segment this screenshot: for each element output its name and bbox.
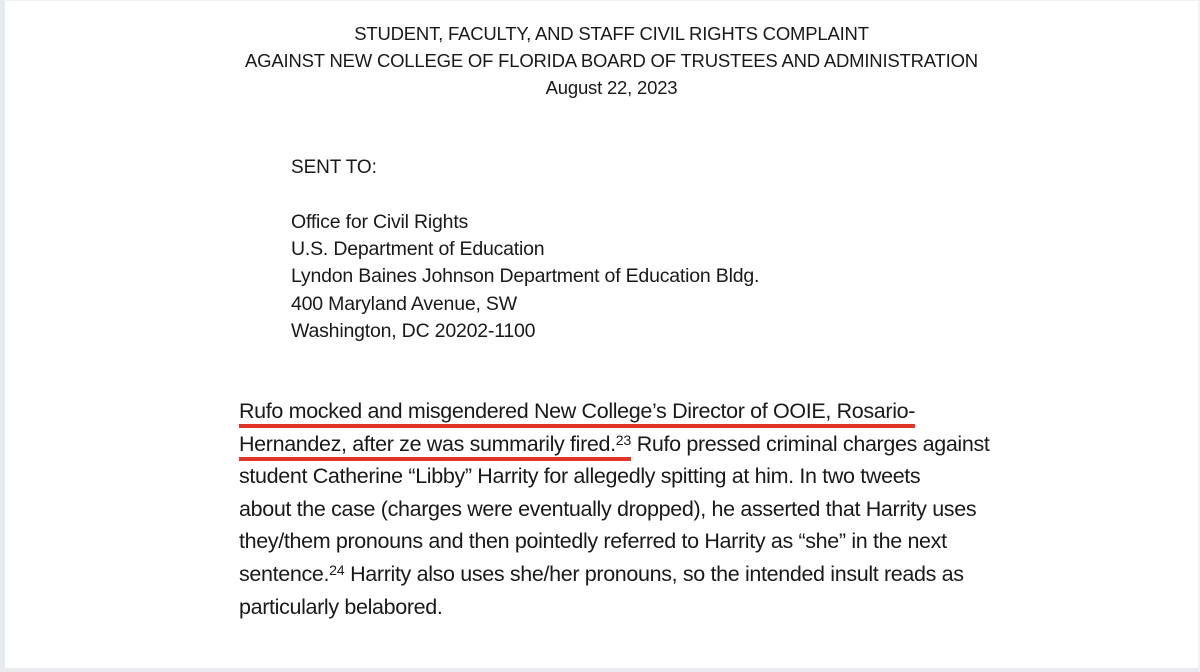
document-header [15, 20, 1200, 101]
document-title-line-2: AGAINST NEW COLLEGE OF FLORIDA BOARD OF TRUSTEES AND ADMINISTRATION [245, 50, 978, 71]
text-segment: about the case (charges were eventually dropped), he asserted that Harrity uses [239, 496, 977, 521]
address-line: Lyndon Baines Johnson Department of Education Bldg. [291, 265, 760, 288]
body-text-line [239, 493, 989, 526]
address-line: U.S. Department of Education [291, 238, 545, 261]
address-line: 400 Maryland Avenue, SW [291, 292, 517, 315]
body-text-line [239, 525, 989, 558]
text-segment: student Catherine “Libby” Harrity for allegedly spitting at him. In two tweets [239, 464, 921, 489]
body-text-line [239, 395, 989, 428]
document-title-line-1: STUDENT, FACULTY, AND STAFF CIVIL RIGHTS COMPLAINT [354, 23, 869, 44]
text-segment: sentence. [239, 561, 330, 586]
body-paragraph [239, 395, 989, 623]
text-segment [329, 562, 344, 586]
sent-to-label: SENT TO: [291, 157, 377, 178]
address-line: Washington, DC 20202-1100 [291, 319, 536, 342]
text-segment: Harrity also uses she/her pronouns, so the intended insult reads as [344, 561, 964, 586]
body-text-line [239, 428, 989, 461]
footnote-reference: 23 [615, 432, 632, 449]
red-underline-annotation: Rufo mocked and misgendered New College’s Director of OOIE, Rosario- [239, 399, 915, 428]
address-line: Office for Civil Rights [291, 211, 469, 233]
address-block [291, 209, 759, 345]
document-date: August 22, 2023 [545, 77, 678, 98]
text-segment: Rufo pressed criminal charges against [631, 431, 990, 456]
footnote-reference: 24 [329, 563, 345, 580]
body-text-line [239, 591, 989, 624]
red-underline-annotation: Hernandez, after ze was summarily fired. [239, 432, 616, 461]
text-segment: particularly belabored. [239, 594, 443, 619]
body-text-line [239, 460, 989, 493]
body-text-line [239, 558, 989, 591]
text-segment: they/them pronouns and then pointedly referred to Harrity as “she” in the next [239, 529, 947, 554]
red-underline-annotation [616, 432, 631, 461]
